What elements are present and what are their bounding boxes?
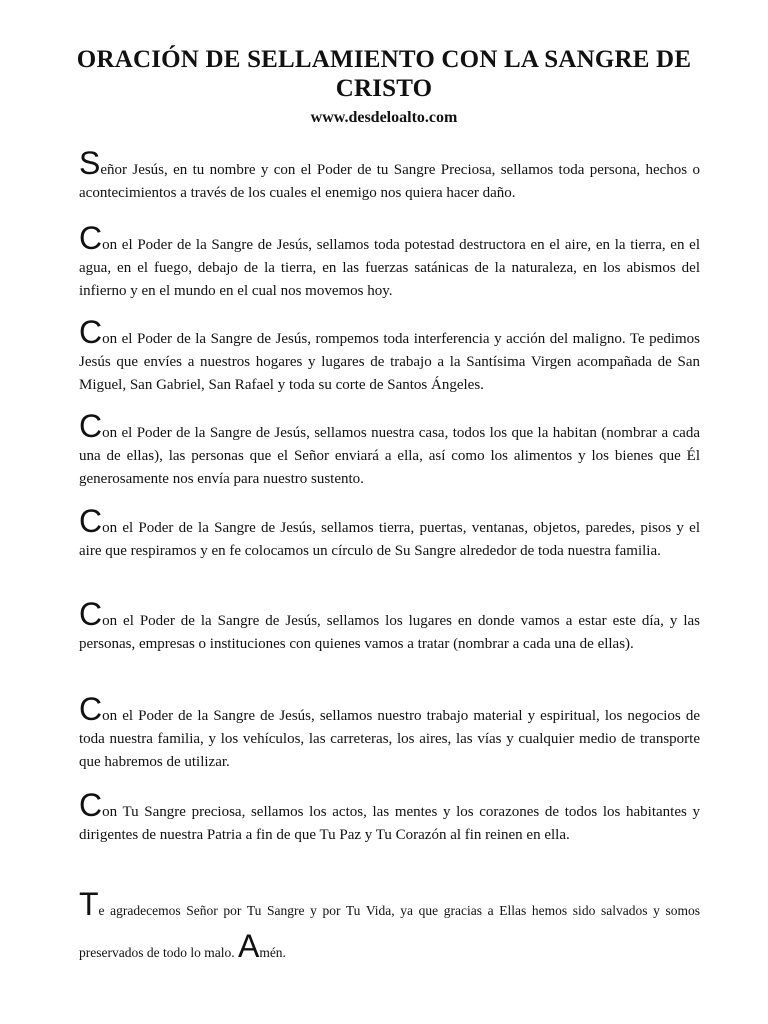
drop-initial: C xyxy=(79,787,103,823)
drop-initial: C xyxy=(79,691,103,727)
amen-text: mén. xyxy=(259,945,286,960)
prayer-paragraph xyxy=(79,787,700,847)
closing-text: e agradecemos Señor por Tu Sangre y por Tu Vida, ya que gracias a Ellas hemos sido salvados y somos preservados de todo lo malo. xyxy=(79,903,700,960)
drop-initial: S xyxy=(79,145,101,181)
paragraph-text: on el Poder de la Sangre de Jesús, sellamos nuestra casa, todos los que la habitan (nombrar a cada una de ellas), las personas que el Señor enviará a ella, así como los alimentos y los bienes que Él generosamente nos envía para nuestro sustento. xyxy=(79,425,700,487)
paragraph-text: on el Poder de la Sangre de Jesús, sellamos nuestro trabajo material y espiritual, los negocios de toda nuestra familia, y los vehículos, las carreteras, los aires, las vías y cualquier medio de transporte que habremos de utilizar. xyxy=(79,708,700,770)
drop-initial: C xyxy=(79,596,103,632)
prayer-paragraph xyxy=(79,691,700,774)
drop-initial: C xyxy=(79,503,103,539)
paragraph-text: on el Poder de la Sangre de Jesús, sellamos tierra, puertas, ventanas, objetos, paredes, pisos y el aire que respiramos y en fe colocamos un círculo de Su Sangre alrededor de toda nuestra familia. xyxy=(79,520,700,559)
drop-initial: C xyxy=(79,314,103,350)
paragraph-text: on el Poder de la Sangre de Jesús, sellamos los lugares en donde vamos a estar este día, y las personas, empresas o instituciones con quienes vamos a tratar (nombrar a cada una de ellas). xyxy=(79,613,700,652)
prayer-paragraph xyxy=(79,596,700,656)
drop-initial: C xyxy=(79,220,103,256)
drop-initial: T xyxy=(79,886,99,922)
closing-paragraph xyxy=(79,886,700,974)
paragraph-text: on el Poder de la Sangre de Jesús, sellamos toda potestad destructora en el aire, en la tierra, en el agua, en el fuego, debajo de la tierra, en las fuerzas satánicas de la naturaleza, en los abismos del infierno y en el mundo en el cual nos movemos hoy. xyxy=(79,237,700,299)
website-url: www.desdeloalto.com xyxy=(310,109,458,126)
prayer-paragraph xyxy=(79,503,700,563)
paragraph-text: on Tu Sangre preciosa, sellamos los actos, las mentes y los corazones de todos los habitantes y dirigentes de nuestra Patria a fin de que Tu Paz y Tu Corazón al fin reinen en ella. xyxy=(79,804,700,843)
prayer-paragraph xyxy=(79,408,700,491)
prayer-paragraph xyxy=(79,220,700,303)
page-title: ORACIÓN DE SELLAMIENTO CON LA SANGRE DE CRISTO xyxy=(76,46,692,102)
amen-initial: A xyxy=(237,928,260,964)
prayer-paragraph xyxy=(79,145,700,205)
drop-initial: C xyxy=(79,408,103,444)
paragraph-text: eñor Jesús, en tu nombre y con el Poder de tu Sangre Preciosa, sellamos toda persona, hechos o acontecimientos a través de los cuales el enemigo nos quiera hacer daño. xyxy=(79,162,700,201)
prayer-paragraph xyxy=(79,314,700,397)
paragraph-text: on el Poder de la Sangre de Jesús, rompemos toda interferencia y acción del maligno. Te pedimos Jesús que envíes a nuestros hogares y lugares de trabajo a la Santísima Virgen acompañada de San Miguel, San Gabriel, San Rafael y toda su corte de Santos Ángeles. xyxy=(79,331,700,393)
